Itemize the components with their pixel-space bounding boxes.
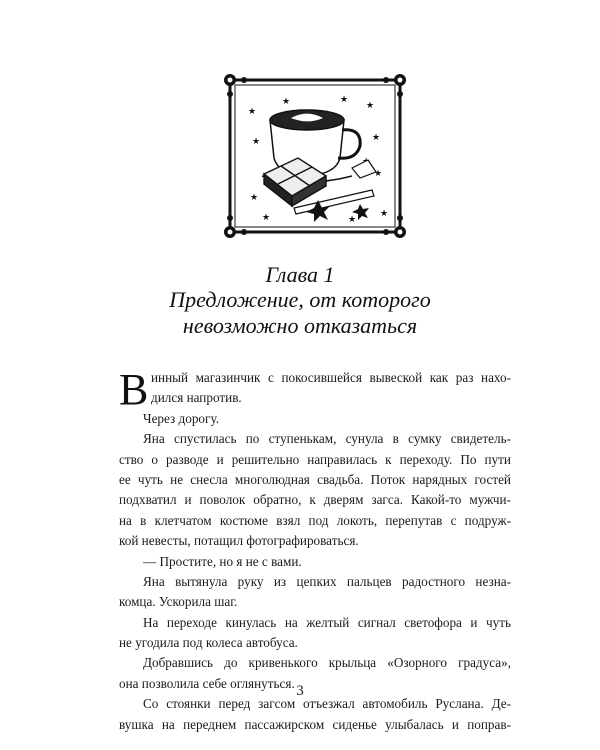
svg-text:★: ★	[262, 213, 271, 223]
svg-text:★: ★	[282, 97, 291, 107]
drop-cap: В	[119, 365, 149, 414]
chapter-title-line-1: Предложение, от которого	[169, 287, 431, 312]
chapter-number: Глава 1	[265, 262, 335, 287]
svg-text:★: ★	[374, 169, 383, 179]
text-line: — Простите, но я не с вами.	[143, 553, 302, 569]
text-line: Яна вытянула руку из цепких пальцев радостного незна-	[143, 573, 511, 589]
text-line: Со стоянки перед загсом отъезжал автомобиль Руслана. Де-	[143, 696, 511, 712]
text-line: она позволила себе оглянуться.	[119, 675, 295, 691]
svg-text:★: ★	[248, 107, 257, 117]
text-line: ство о разводе и решительно направилась к переходу. По пути	[119, 451, 511, 467]
svg-text:★: ★	[250, 193, 259, 203]
svg-text:★: ★	[380, 209, 389, 219]
text-line: Добравшись до кривенького крыльца «Озорного градуса»,	[143, 655, 511, 671]
svg-text:★: ★	[340, 95, 349, 105]
text-line: на в клетчатом костюме взял под локоть, перепутав с подруж-	[119, 512, 511, 528]
svg-text:★: ★	[372, 133, 381, 143]
svg-text:★: ★	[252, 137, 261, 147]
svg-text:★: ★	[366, 101, 375, 111]
page-number: 3	[296, 683, 304, 699]
text-line: Через дорогу.	[143, 410, 220, 426]
body-text	[119, 365, 511, 735]
text-line: вушка на переднем пассажирском сиденье улыбалась и поправ-	[119, 716, 511, 732]
text-line: На переходе кинулась на желтый сигнал светофора и чуть	[143, 614, 511, 630]
text-line: не угодила под колеса автобуса.	[119, 635, 298, 651]
chapter-title-line-2: невозможно отказаться	[182, 313, 418, 338]
text-line: инный магазинчик с покосившейся вывеской как раз нахо-	[151, 370, 511, 385]
svg-text:★: ★	[348, 215, 357, 225]
text-line: кой невесты, потащил фотографироваться.	[119, 533, 359, 549]
text-line: Яна спустилась по ступенькам, сунула в сумку свидетель-	[143, 431, 511, 447]
ticket-icon	[352, 160, 376, 178]
text-line: комца. Ускорила шаг.	[119, 594, 238, 610]
text-line: ее чуть не снесла многолюдная свадьба. Поток нарядных гостей	[119, 471, 511, 487]
chapter-illustration	[222, 72, 408, 240]
text-line: дился напротив.	[151, 390, 242, 406]
text-line: подхватил и поволок обратно, к дверям загса. Какой-то мужчи-	[119, 492, 511, 508]
